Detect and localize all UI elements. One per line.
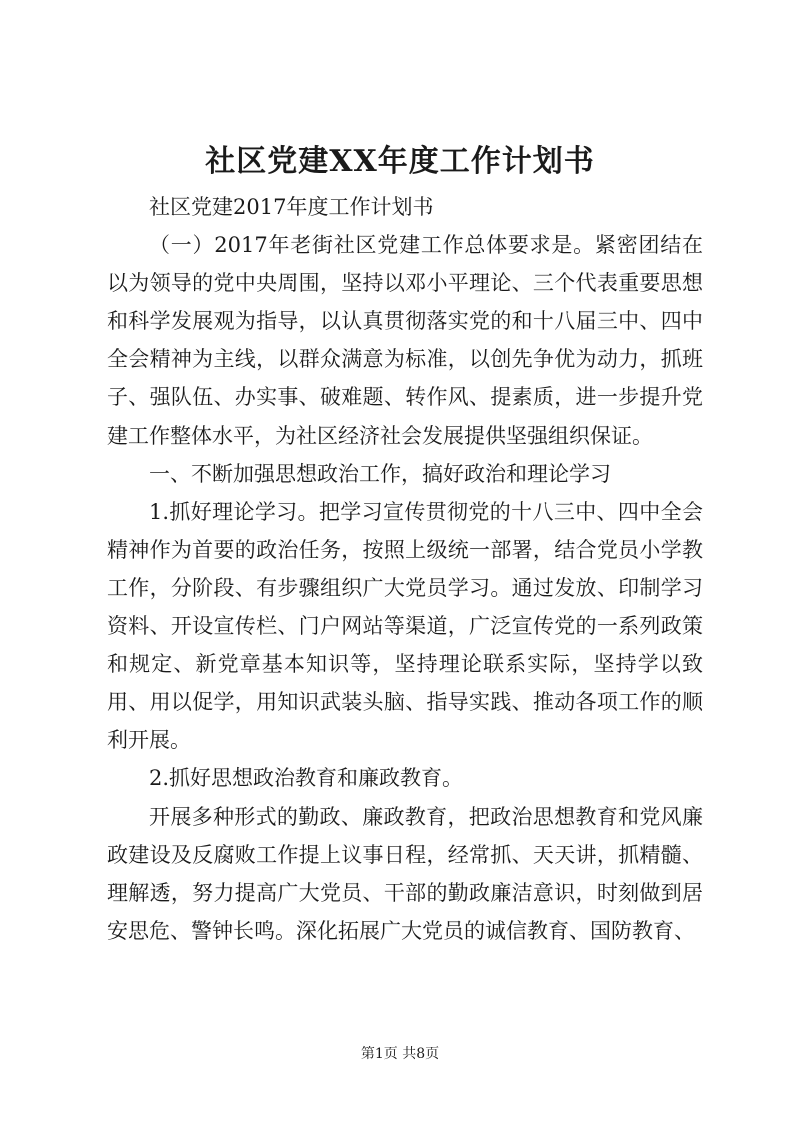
document-body bbox=[107, 188, 703, 950]
document-subtitle: 社区党建2017年度工作计划书 bbox=[149, 195, 434, 219]
paragraph-general-requirements: （一）2017年老街社区党建工作总体要求是。紧密团结在以为领导的党中央周围，坚持以邓小平理论、三个代表重要思想和科学发展观为指导，以认真贯彻落实党的和十八届三中、四中全会精神为主线，以群众满意为标准，以创先争优为动力，抓班子、强队伍、办实事、破难题、转作风、提素质，进一步提升党建工作整体水平，为社区经济社会发展提供坚强组织保证。 bbox=[107, 233, 703, 448]
section-heading-1: 一、不断加强思想政治工作，搞好政治和理论学习 bbox=[149, 461, 611, 486]
subheading-political-education: 2.抓好思想政治教育和廉政教育。 bbox=[149, 766, 464, 791]
document-title: 社区党建XX年度工作计划书 bbox=[205, 144, 595, 179]
paragraph-theory-study: 1.抓好理论学习。把学习宣传贯彻党的十八三中、四中全会精神作为首要的政治任务，按照上级统一部署，结合党员小学教工作，分阶段、有步骤组织广大党员学习。通过发放、印制学习资料、开设宣传栏、门户网站等渠道，广泛宣传党的一系列政策和规定、新党章基本知识等，坚持理论联系实际，坚持学以致用、用以促学，用知识武装头脑、指导实践、推动各项工作的顺利开展。 bbox=[107, 499, 703, 753]
page-number-footer: 第1页 共8页 bbox=[360, 1046, 440, 1062]
paragraph-integrity-education: 开展多种形式的勤政、廉政教育，把政治思想教育和党风廉政建设及反腐败工作提上议事日程，经常抓、天天讲，抓精髓、理解透，努力提高广大党员、干部的勤政廉洁意识，时刻做到居安思危、警钟长鸣。深化拓展广大党员的诚信教育、国防教育、 bbox=[107, 804, 703, 943]
